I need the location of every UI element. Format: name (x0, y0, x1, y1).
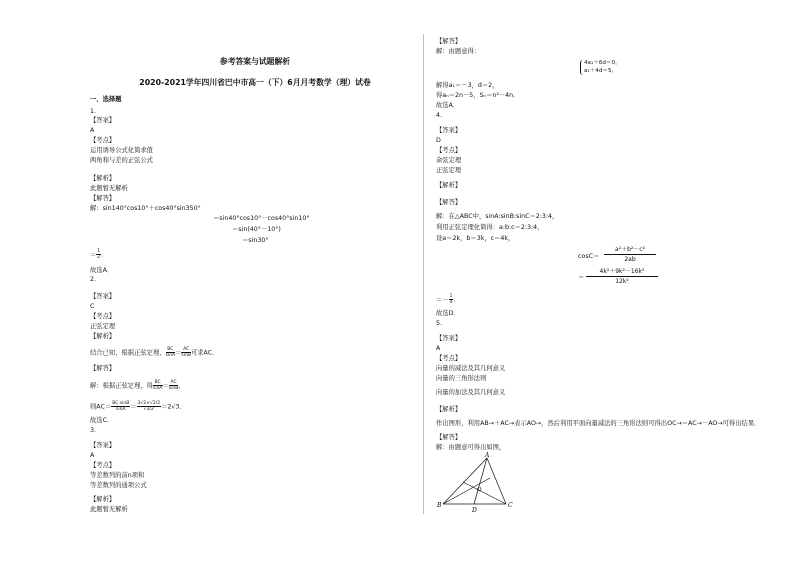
answer-tag: 【答案】 (90, 293, 116, 300)
fraction (181, 347, 191, 358)
cos-lhs: cosC＝ (578, 253, 600, 260)
solution-line: ＝sin30° (242, 237, 269, 244)
choice-line: 故选A． (436, 102, 460, 109)
equals-sign: ＝ (162, 382, 169, 390)
equals-sign: ＝ (175, 349, 182, 357)
answer-value: C (90, 303, 95, 310)
knowledge-point: 余弦定理 (436, 157, 462, 164)
analysis-tag: 【解析】 (90, 175, 116, 182)
solution-line (90, 249, 103, 260)
fraction-denominator: 2ab (624, 256, 636, 263)
knowledge-point: 正弦定理 (90, 323, 116, 330)
fraction-bar (604, 254, 656, 255)
segment-co (463, 482, 506, 504)
fraction-numerator: BC (154, 380, 161, 385)
answer-tag: 【答案】 (436, 335, 462, 342)
choice-line: 故选D． (436, 310, 460, 317)
text-run: ＝2√3． (161, 403, 186, 411)
text-run: ＝－ (436, 296, 449, 304)
analysis-text: 此题暂无解析 (90, 185, 128, 192)
knowledge-point: 正弦定理 (436, 167, 462, 174)
fraction-numerator: 3√2×√2/2 (137, 401, 161, 406)
solution-line: 解：在△ABC中，sinA:sinB:sinC＝2:3:4， (436, 213, 559, 220)
solution-line: 利用正弦定理化简得：a:b:c＝2:3:4， (436, 224, 544, 231)
fraction (169, 380, 179, 391)
solution-line: 解：由题意可得出如图， (436, 444, 506, 451)
analysis-tag: 【解析】 (436, 182, 462, 189)
answer-tag: 【答案】 (436, 127, 462, 134)
period: . (453, 296, 456, 304)
fraction-numerator: a²＋b²－c² (614, 246, 645, 253)
fraction-denominator: 2 (97, 255, 101, 260)
answer-value: D (436, 137, 441, 144)
fraction-denominator: √3/2 (143, 407, 154, 412)
question-number: 3. (90, 427, 97, 434)
question-number: 2. (90, 276, 97, 283)
question-number: 4. (436, 112, 443, 119)
equals-sign: ＝ (130, 403, 137, 411)
knowledge-point: 两角和与差的正弦公式 (90, 157, 153, 164)
page-title: 参考答案与试题解析 (219, 57, 291, 66)
solution-line: 设a＝2k，b＝3k，c＝4k， (436, 235, 515, 242)
solution-line: ＝sin(40°－10°) (232, 226, 281, 233)
solution-line (436, 294, 455, 305)
fraction (111, 401, 130, 412)
fraction-denominator: sinA (152, 386, 163, 391)
solution-line: 解：由题意得： (436, 48, 481, 55)
analysis-text: 此题暂无解析 (90, 506, 128, 513)
question-number: 5. (436, 320, 443, 327)
choice-line: 故选C． (90, 417, 114, 424)
solution-line: 解：sin140°cos10°＋cos40°sin350° (90, 205, 201, 212)
fraction-denominator: 4 (449, 300, 453, 305)
fraction-numerator: 4k²＋9k²－16k² (599, 268, 645, 275)
analysis-text: 作出图形，利用AB→＋AC→表示AO→，然后利用平面向量减法的三角形法则可得出OC→＝AC→－AO→可得出结果． (436, 420, 761, 427)
equation: 4a₁＋6d＝0， (584, 60, 621, 66)
fraction-denominator: 12k² (615, 278, 629, 285)
knowledge-point: 向量的三角形法则 (436, 375, 487, 382)
analysis-tag: 【解析】 (436, 406, 462, 413)
label-o: O (477, 487, 482, 493)
equals-sign: ＝ (578, 274, 585, 281)
text-run: 则AC＝ (90, 403, 112, 411)
solution-tag: 【解答】 (436, 199, 462, 206)
knowledge-point: 等差数列的通项公式 (90, 482, 147, 489)
solution-tag: 【解答】 (90, 195, 116, 202)
segment-ac (487, 458, 506, 504)
label-c: C (508, 502, 513, 509)
point-tag: 【考点】 (90, 313, 116, 320)
analysis-text (90, 347, 218, 358)
fraction-numerator: AC (183, 347, 190, 352)
fraction-numerator: BC·sinB (112, 401, 130, 406)
solution-tag: 【解答】 (436, 434, 462, 441)
fraction-numerator: BC (167, 347, 174, 352)
segment-bo (443, 478, 490, 504)
question-number: 1. (90, 108, 97, 115)
point-tag: 【考点】 (90, 462, 116, 469)
fraction-numerator: AC (170, 380, 177, 385)
answer-value: A (90, 127, 95, 134)
triangle-figure (433, 452, 523, 514)
solution-line: 得aₙ＝2n－5，Sₙ＝n²－4n． (436, 92, 520, 99)
fraction-numerator: 1 (449, 294, 453, 299)
point-tag: 【考点】 (436, 147, 462, 154)
label-a: A (485, 452, 490, 459)
period: . (101, 251, 104, 259)
solution-tag: 【解答】 (436, 38, 462, 45)
text-run: ， (178, 382, 185, 390)
fraction-numerator: 1 (97, 249, 101, 254)
section-heading: 一、选择题 (90, 96, 122, 103)
label-b: B (437, 502, 442, 509)
fraction-denominator: sinB (168, 386, 179, 391)
text-run: 结合已知，根据正弦定理， (90, 349, 166, 357)
fraction (153, 380, 163, 391)
fraction (137, 401, 161, 412)
text-run: 可求AC． (190, 349, 219, 357)
solution-line: 解得a₁＝－3，d＝2， (436, 82, 499, 89)
answer-tag: 【答案】 (90, 442, 116, 449)
fraction-denominator: sinA (115, 407, 126, 412)
label-d: D (472, 507, 477, 514)
answer-value: A (436, 345, 441, 352)
equals-sign: ＝ (90, 251, 97, 259)
fraction-denominator: sinB (181, 353, 191, 358)
knowledge-point: 等差数列的前n项和 (90, 472, 145, 479)
solution-tag: 【解答】 (90, 365, 116, 372)
solution-line: ＝sin40°cos10°－cos40°sin10° (213, 215, 310, 222)
choice-line: 故选A． (90, 267, 114, 274)
analysis-tag: 【解析】 (90, 333, 116, 340)
answer-tag: 【答案】 (90, 117, 116, 124)
equation: a₁＋4d＝5， (584, 68, 618, 74)
answer-value: A (90, 452, 95, 459)
text-run: 解：根据正弦定理，得 (90, 382, 153, 390)
column-divider (423, 34, 424, 514)
exam-subtitle: 2020-2021学年四川省巴中市高一（下）6月月考数学（理）试卷 (139, 78, 371, 87)
knowledge-point: 运用诱导公式化简求值 (90, 147, 153, 154)
analysis-tag: 【解析】 (90, 496, 116, 503)
point-tag: 【考点】 (90, 137, 116, 144)
solution-line (90, 401, 186, 412)
fraction-denominator: sinA (165, 353, 176, 358)
fraction-bar (586, 276, 658, 277)
fraction (166, 347, 176, 358)
solution-line (90, 380, 185, 391)
knowledge-point: 向量的减法及其几何意义 (436, 365, 506, 372)
knowledge-point: 向量的加法及其几何意义 (436, 389, 506, 396)
point-tag: 【考点】 (436, 355, 462, 362)
